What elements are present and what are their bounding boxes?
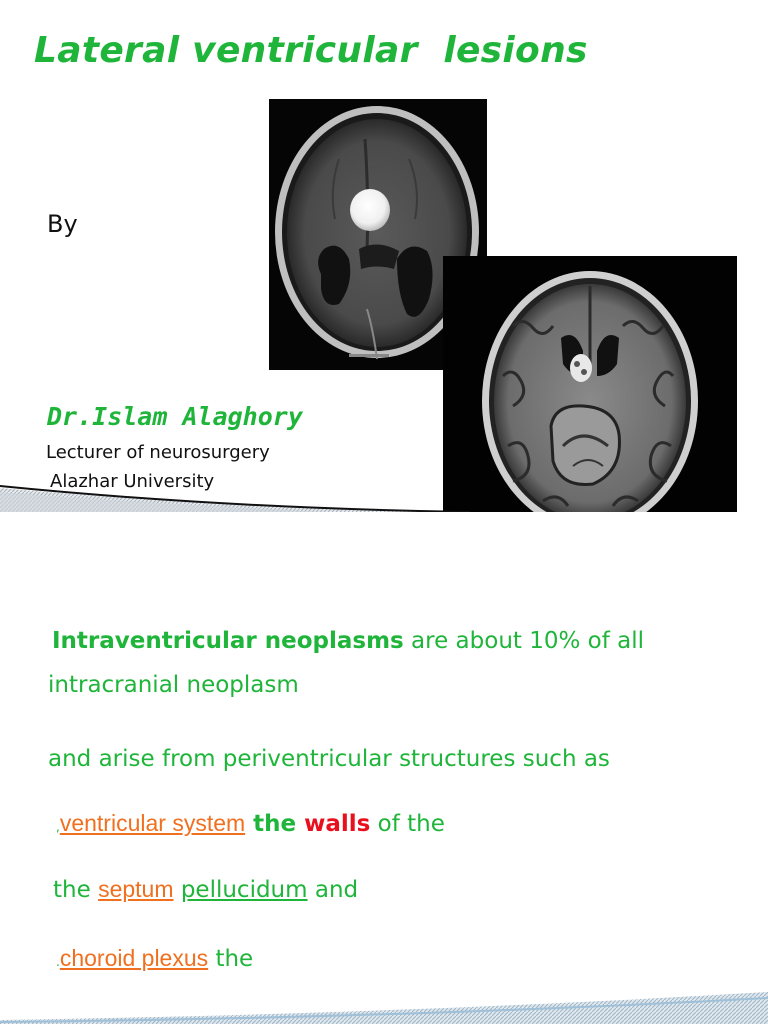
text-line-1: [52, 628, 644, 654]
slide-title: Lateral ventricular lesions: [34, 30, 588, 71]
line5-space: [174, 877, 181, 903]
term-intraventricular: Intraventricular neoplasms: [52, 628, 404, 654]
link-choroid-plexus[interactable]: choroid plexus: [59, 945, 209, 971]
text-line-2: intracranial neoplasm: [48, 672, 299, 698]
decorative-band: [0, 984, 768, 1024]
author-university: Alazhar University: [50, 471, 215, 492]
line5-the: the: [53, 877, 99, 903]
line5-rest: and: [307, 877, 359, 903]
mri-image-flair: [443, 256, 737, 512]
author-role: Lecturer of neurosurgery: [46, 442, 270, 463]
line6-rest: the: [208, 946, 254, 972]
link-pellucidum[interactable]: pellucidum: [180, 877, 308, 903]
text-line-5: [53, 876, 358, 903]
line4-prefix: ,: [56, 820, 60, 834]
link-ventricular-system[interactable]: ventricular system: [59, 810, 246, 836]
line6-prefix: .: [56, 955, 60, 969]
decorative-wave: [0, 480, 768, 512]
content-slide: [0, 512, 768, 1024]
text-line-6: [56, 945, 253, 972]
text-line-4: [56, 810, 445, 837]
line4-the: the: [245, 811, 305, 837]
link-septum[interactable]: septum: [98, 876, 174, 902]
line1-rest: are about 10% of all: [403, 628, 645, 654]
term-walls: walls: [304, 811, 371, 837]
line4-rest: of the: [370, 811, 445, 837]
text-line-3: and arise from periventricular structures such as: [48, 746, 610, 772]
author-name: Dr.Islam Alaghory: [47, 402, 303, 431]
by-label: By: [47, 210, 78, 238]
